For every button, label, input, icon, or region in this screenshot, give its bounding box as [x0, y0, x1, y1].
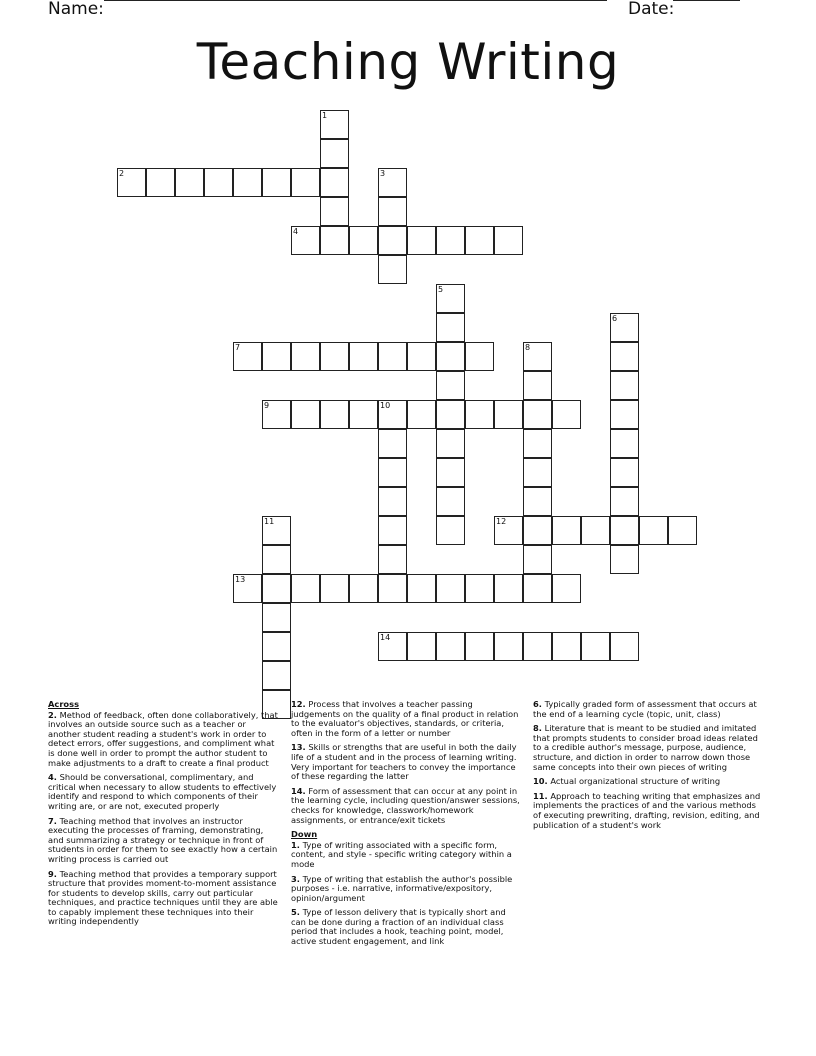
crossword-cell[interactable] — [494, 574, 523, 603]
crossword-cell[interactable] — [523, 545, 552, 574]
crossword-cell[interactable] — [610, 313, 639, 342]
crossword-cell[interactable] — [436, 458, 465, 487]
clues-column-3 — [533, 700, 765, 835]
crossword-cell[interactable] — [378, 226, 407, 255]
clue-text: Teaching method that involves an instructor executing the processes of framing, demonstrating, and summarizing a strategy or technique in front of students in order for them to see exactly how a certain writing process is carried out — [48, 815, 278, 864]
clue-number: 8 — [525, 343, 531, 352]
clue-number: 3 — [380, 169, 386, 178]
crossword-cell[interactable] — [378, 400, 407, 429]
clue-text: Method of feedback, often done collaboratively, that involves an outside source such as a teacher or another student reading a student's work in order to detect errors, offer suggestions, and compliment what is done well in order to prompt the author student to make adjustments to a draft to create a final product — [48, 709, 278, 768]
clue-number: 2 — [119, 169, 125, 178]
across-clue — [291, 787, 523, 825]
down-heading: Down — [291, 829, 318, 840]
crossword-cell[interactable] — [610, 632, 639, 661]
crossword-cell[interactable] — [523, 400, 552, 429]
crossword-cell[interactable] — [262, 342, 291, 371]
crossword-cell[interactable] — [494, 632, 523, 661]
down-clue — [533, 700, 765, 719]
crossword-cell[interactable] — [610, 545, 639, 574]
clue-text: Literature that is meant to be studied and imitated that prompts students to consider broad ideas related to a credible author's message, purpose, audience, structure, and diction in order to narrow down those same concepts into their own pieces of writing — [533, 723, 758, 772]
crossword-cell[interactable] — [494, 226, 523, 255]
crossword-cell[interactable] — [320, 226, 349, 255]
crossword-cell[interactable] — [262, 516, 291, 545]
crossword-cell[interactable] — [262, 168, 291, 197]
down-clue — [533, 724, 765, 772]
clue-text: Type of writing associated with a specific form, content, and style - specific writing category within a mode — [291, 839, 512, 869]
across-clue — [291, 743, 523, 781]
clue-label: 12. — [291, 699, 306, 709]
crossword-cell[interactable] — [436, 429, 465, 458]
crossword-cell[interactable] — [262, 400, 291, 429]
crossword-cell[interactable] — [581, 632, 610, 661]
clue-label: 11. — [533, 790, 548, 801]
crossword-cell[interactable] — [233, 574, 262, 603]
crossword-cell[interactable] — [552, 516, 581, 545]
crossword-cell[interactable] — [407, 226, 436, 255]
clue-text: Type of lesson delivery that is typically short and can be done during a fraction of an individual class period that includes a hook, teaching point, model, active student engagement, and link — [291, 907, 506, 947]
crossword-cell[interactable] — [639, 516, 668, 545]
crossword-cell[interactable] — [610, 458, 639, 487]
crossword-cell[interactable] — [378, 429, 407, 458]
crossword-cell[interactable] — [436, 342, 465, 371]
crossword-cell[interactable] — [378, 168, 407, 197]
crossword-cell[interactable] — [610, 371, 639, 400]
clue-number: 6 — [612, 314, 618, 323]
crossword-cell[interactable] — [610, 400, 639, 429]
crossword-cell[interactable] — [175, 168, 204, 197]
across-heading: Across — [48, 699, 80, 709]
crossword-cell[interactable] — [262, 603, 291, 632]
crossword-cell[interactable] — [523, 371, 552, 400]
crossword-cell[interactable] — [262, 574, 291, 603]
crossword-cell[interactable] — [523, 429, 552, 458]
crossword-cell[interactable] — [204, 168, 233, 197]
clue-label: 9. — [48, 868, 57, 879]
crossword-cell[interactable] — [436, 574, 465, 603]
crossword-cell[interactable] — [436, 313, 465, 342]
crossword-cell[interactable] — [523, 574, 552, 603]
crossword-cell[interactable] — [378, 255, 407, 284]
clue-text: Should be conversational, complimentary, and critical when necessary to allow students to effectively identify and respond to which components of their writing are, or are not, executed properly — [48, 772, 277, 811]
clue-text: Typically graded form of assessment that occurs at the end of a learning cycle (topic, unit, class) — [533, 699, 757, 719]
crossword-cell[interactable] — [465, 226, 494, 255]
clue-number: 12 — [496, 517, 507, 526]
crossword-cell[interactable] — [262, 632, 291, 661]
crossword-cell[interactable] — [436, 516, 465, 545]
clues-column-1 — [48, 700, 280, 932]
crossword-cell[interactable] — [552, 574, 581, 603]
crossword-cell[interactable] — [465, 632, 494, 661]
date-label: Date: — [628, 0, 675, 19]
crossword-cell[interactable] — [523, 487, 552, 516]
crossword-cell[interactable] — [523, 342, 552, 371]
crossword-cell[interactable] — [523, 632, 552, 661]
crossword-cell[interactable] — [291, 226, 320, 255]
clue-number: 1 — [322, 111, 328, 120]
crossword-cell[interactable] — [407, 632, 436, 661]
clue-number: 14 — [380, 633, 391, 642]
crossword-cell[interactable] — [262, 661, 291, 690]
crossword-cell[interactable] — [436, 487, 465, 516]
crossword-cell[interactable] — [668, 516, 697, 545]
clue-label: 6. — [533, 699, 542, 709]
clue-number: 11 — [264, 517, 275, 526]
crossword-cell[interactable] — [262, 545, 291, 574]
crossword-cell[interactable] — [320, 574, 349, 603]
crossword-cell[interactable] — [378, 197, 407, 226]
clue-text: Approach to teaching writing that emphasizes and implements the practices of and the various methods of executing prewriting, drafting, revision, editing, and publication of a student's work — [533, 790, 761, 830]
page-title: Teaching Writing — [196, 33, 620, 91]
crossword-cell[interactable] — [610, 487, 639, 516]
crossword-cell[interactable] — [465, 342, 494, 371]
crossword-cell[interactable] — [117, 168, 146, 197]
clue-text: Type of writing that establish the author's possible purposes - i.e. narrative, informative/expository, opinion/argument — [291, 873, 513, 903]
crossword-cell[interactable] — [320, 110, 349, 139]
clue-label: 8. — [533, 723, 542, 734]
clue-number: 5 — [438, 285, 444, 294]
crossword-cell[interactable] — [581, 516, 610, 545]
name-label: Name: — [48, 0, 104, 19]
across-clue — [48, 817, 280, 865]
clue-number: 4 — [293, 227, 299, 236]
clue-label: 7. — [48, 815, 57, 826]
clue-text: Teaching method that provides a temporary support structure that provides moment-to-moment assistance for students to develop skills, carry out particular techniques, and practice techniques until they are able to capably implement these techniques into their writing independently — [48, 868, 278, 927]
across-clue — [48, 870, 280, 928]
clue-label: 13. — [291, 742, 306, 753]
clue-text: Process that involves a teacher passing judgements on the quality of a final product in relation to the evaluator's objectives, standards, or criteria, often in the form of a letter or number — [291, 699, 519, 738]
crossword-cell[interactable] — [436, 284, 465, 313]
crossword-cell[interactable] — [610, 429, 639, 458]
crossword-cell[interactable] — [291, 400, 320, 429]
across-clue — [48, 711, 280, 769]
crossword-cell[interactable] — [233, 342, 262, 371]
crossword-cell[interactable] — [407, 342, 436, 371]
clue-label: 14. — [291, 785, 306, 796]
crossword-cell[interactable] — [320, 400, 349, 429]
crossword-cell[interactable] — [291, 168, 320, 197]
crossword-cell[interactable] — [465, 400, 494, 429]
crossword-cell[interactable] — [291, 342, 320, 371]
crossword-cell[interactable] — [436, 371, 465, 400]
clue-label: 4. — [48, 772, 57, 783]
crossword-cell[interactable] — [320, 139, 349, 168]
clue-number: 13 — [235, 575, 246, 584]
crossword-cell[interactable] — [378, 342, 407, 371]
crossword-cell[interactable] — [378, 545, 407, 574]
crossword-cell[interactable] — [436, 400, 465, 429]
crossword-cell[interactable] — [378, 574, 407, 603]
crossword-cell[interactable] — [320, 168, 349, 197]
crossword-cell[interactable] — [494, 400, 523, 429]
crossword-cell[interactable] — [378, 516, 407, 545]
clue-number: 7 — [235, 343, 241, 352]
clue-label: 10. — [533, 776, 548, 787]
down-clue — [291, 908, 523, 946]
crossword-cell[interactable] — [552, 632, 581, 661]
crossword-cell[interactable] — [378, 487, 407, 516]
crossword-cell[interactable] — [407, 400, 436, 429]
crossword-cell[interactable] — [349, 574, 378, 603]
clue-number: 9 — [264, 401, 270, 410]
crossword-cell[interactable] — [552, 400, 581, 429]
crossword-cell[interactable] — [494, 516, 523, 545]
down-clue — [291, 841, 523, 870]
clue-text: Actual organizational structure of writing — [547, 776, 721, 787]
crossword-cell[interactable] — [349, 226, 378, 255]
crossword-cell[interactable] — [610, 516, 639, 545]
crossword-cell[interactable] — [378, 632, 407, 661]
clue-label: 5. — [291, 907, 300, 918]
across-clue — [48, 773, 280, 811]
clue-number: 10 — [380, 401, 391, 410]
clue-text: Form of assessment that can occur at any point in the learning cycle, including question/answer sessions, checks for knowledge, classwork/homework assignments, or entrance/exit tickets — [291, 785, 520, 825]
down-clue — [291, 875, 523, 904]
crossword-cell[interactable] — [320, 342, 349, 371]
crossword-cell[interactable] — [291, 574, 320, 603]
crossword-cell[interactable] — [465, 574, 494, 603]
crossword-cell[interactable] — [436, 632, 465, 661]
down-clue — [533, 792, 765, 830]
clue-label: 3. — [291, 873, 300, 884]
crossword-cell[interactable] — [407, 574, 436, 603]
down-clue — [533, 777, 765, 787]
crossword-cell[interactable] — [233, 168, 262, 197]
crossword-cell[interactable] — [610, 342, 639, 371]
crossword-cell[interactable] — [523, 458, 552, 487]
crossword-cell[interactable] — [349, 342, 378, 371]
clue-label: 1. — [291, 839, 300, 850]
crossword-cell[interactable] — [320, 197, 349, 226]
clues-column-2 — [291, 700, 523, 952]
crossword-cell[interactable] — [378, 458, 407, 487]
crossword-cell[interactable] — [523, 516, 552, 545]
crossword-cell[interactable] — [436, 226, 465, 255]
crossword-cell[interactable] — [146, 168, 175, 197]
across-clue — [291, 700, 523, 738]
crossword-cell[interactable] — [349, 400, 378, 429]
clue-text: Skills or strengths that are useful in both the daily life of a student and in the process of learning writing. Very important for teachers to convey the importance of these regarding the latter — [291, 742, 517, 782]
clue-label: 2. — [48, 709, 57, 720]
